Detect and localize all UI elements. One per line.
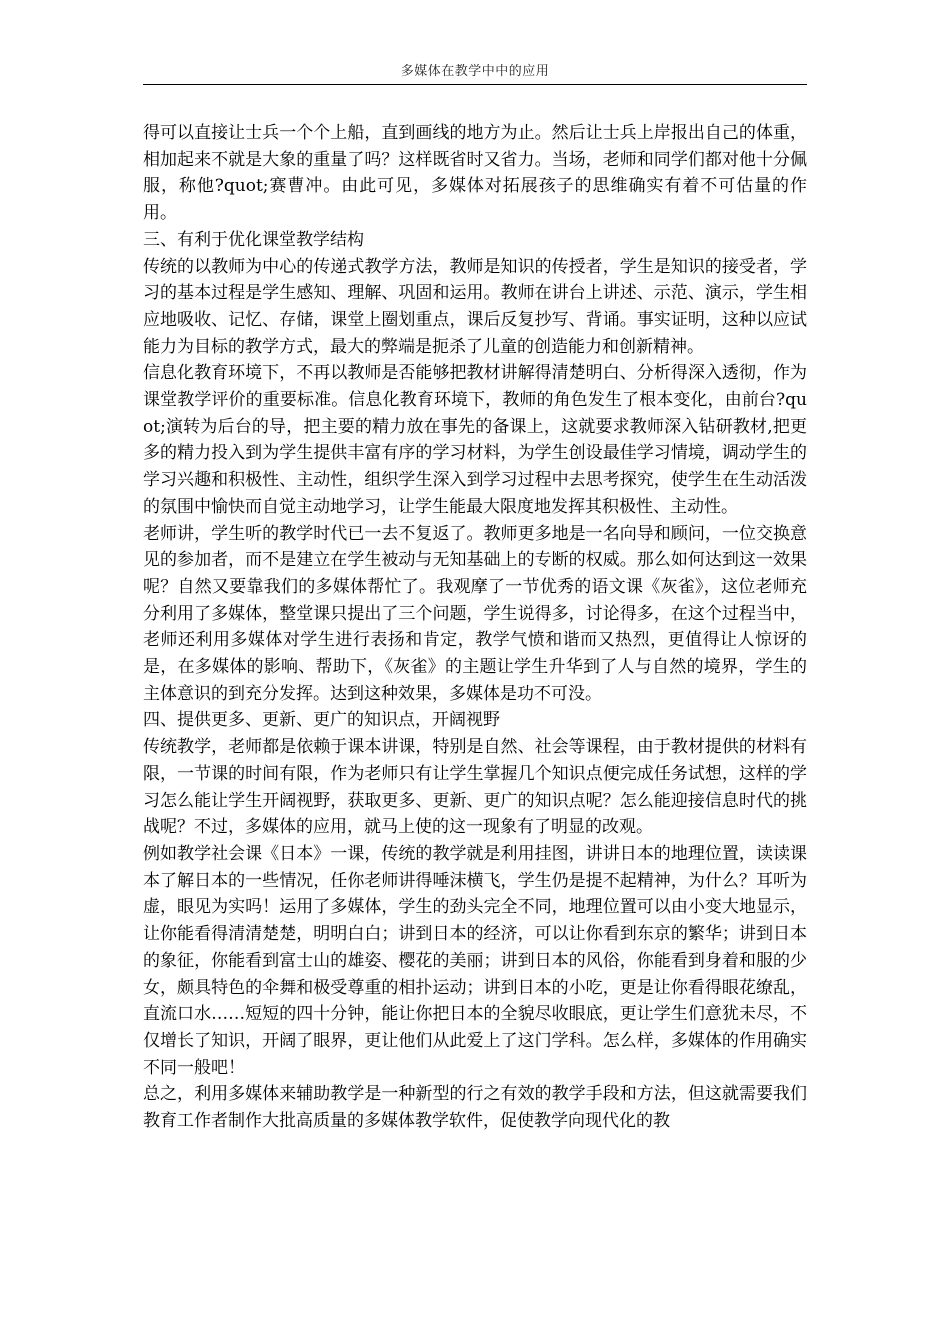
page-header: 多媒体在教学中中的应用 [400, 64, 550, 79]
paragraph: 传统的以教师为中心的传递式教学方法，教师是知识的传授者，学生是知识的接受者，学习的基本过程是学生感知、理解、巩固和运用。教师在讲台上讲述、示范、演示，学生相应地吸收、记忆、存储，课堂上圈划重点，课后反复抄写、背诵。事实证明，这种以应试能力为目标的教学方式，最大的弊端是扼杀了儿童的创造能力和创新精神。 [143, 256, 807, 357]
paragraph: 信息化教育环境下，不再以教师是否能够把教材讲解得清楚明白、分析得深入透彻，作为课堂教学评价的重要标准。信息化教育环境下，教师的角色发生了根本变化，由前台?quot;演转为后台的导，把主要的精力放在事先的备课上，这就要求教师深入钻研教材,把更多的精力投入到为学生提供丰富有序的学习材料，为学生创设最佳学习情境，调动学生的学习兴趣和积极性、主动性，组织学生深入到学习过程中去思考探究，使学生在生动活泼的氛围中愉快而自觉主动地学习，让学生能最大限度地发挥其积极性、主动性。 [143, 363, 807, 517]
paragraph: 老师讲，学生听的教学时代已一去不复返了。教师更多地是一名向导和顾问，一位交换意见的参加者，而不是建立在学生被动与无知基础上的专断的权威。那么如何达到这一效果呢？自然又要靠我们的多媒体帮忙了。我观摩了一节优秀的语文课《灰雀》，这位老师充分利用了多媒体，整堂课只提出了三个问题，学生说得多，讨论得多，在这个过程当中，老师还利用多媒体对学生进行表扬和肯定，教学气愤和谐而又热烈，更值得让人惊讶的是，在多媒体的影响、帮助下，《灰雀》的主题让学生升华到了人与自然的境界，学生的主体意识的到充分发挥。达到这种效果，多媒体是功不可没。 [143, 523, 807, 704]
paragraph: 传统教学，老师都是依赖于课本讲课，特别是自然、社会等课程，由于教材提供的材料有限，一节课的时间有限，作为老师只有让学生掌握几个知识点便完成任务试想，这样的学习怎么能让学生开阔视野，获取更多、更新、更广的知识点呢？怎么能迎接信息时代的挑战呢？不过，多媒体的应用，就马上使的这一现象有了明显的改观。 [143, 737, 807, 838]
document-body [143, 120, 807, 1135]
section-heading: 四、提供更多、更新、更广的知识点，开阔视野 [143, 710, 500, 731]
paragraph: 总之，利用多媒体来辅助教学是一种新型的行之有效的教学手段和方法，但这就需要我们教育工作者制作大批高质量的多媒体教学软件，促使教学向现代化的教 [143, 1084, 807, 1132]
paragraph: 得可以直接让士兵一个个上船，直到画线的地方为止。然后让士兵上岸报出自己的体重，相加起来不就是大象的重量了吗？这样既省时又省力。当场，老师和同学们都对他十分佩服，称他?quot;赛曹冲。由此可见，多媒体对拓展孩子的思维确实有着不可估量的作用。 [143, 123, 807, 224]
header-divider [143, 84, 807, 85]
section-heading: 三、有利于优化课堂教学结构 [143, 229, 364, 250]
paragraph: 例如教学社会课《日本》一课，传统的教学就是利用挂图，讲讲日本的地理位置，读读课本了解日本的一些情况，任你老师讲得唾沫横飞，学生仍是提不起精神，为什么？耳听为虚，眼见为实吗！运用了多媒体，学生的劲头完全不同，地理位置可以由小变大地显示，让你能看得清清楚楚，明明白白；讲到日本的经济，可以让你看到东京的繁华；讲到日本的象征，你能看到富士山的雄姿、樱花的美丽；讲到日本的风俗，你能看到身着和服的少女，颇具特色的伞舞和极受尊重的相扑运动；讲到日本的小吃，更是让你看得眼花缭乱，直流口水……短短的四十分钟，能让你把日本的全貌尽收眼底，更让学生们意犹未尽，不仅增长了知识，开阔了眼界，更让他们从此爱上了这门学科。怎么样，多媒体的作用确实不同一般吧！ [143, 843, 807, 1078]
